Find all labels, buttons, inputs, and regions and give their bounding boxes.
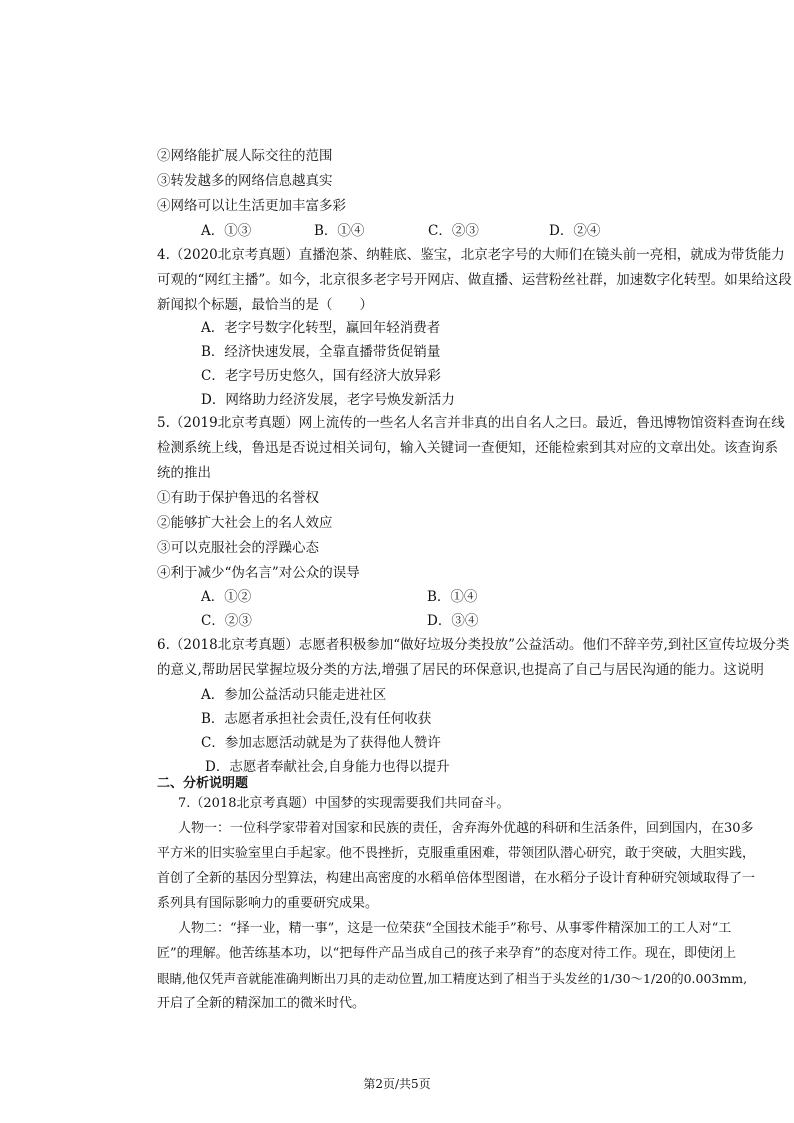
page-number: 第2页/共5页 <box>363 1077 431 1091</box>
q5-stem-line-1: 5.（2019北京考真题）网上流传的一些名人名言并非真的出自名人之曰。最近，鲁迅博物馆资料查询在线 <box>157 415 785 431</box>
q5-stem-line-3: 统的推出 <box>157 465 211 481</box>
q5-option-a: A．①② <box>201 589 252 605</box>
q7-person1-line-1: 人物一：一位科学家带着对国家和民族的责任，舍弃海外优越的科研和生活条件，回到国内，在30多 <box>178 821 754 836</box>
q4-option-c: C．老字号历史悠久，国有经济大放异彩 <box>201 368 441 384</box>
q4-option-b: B．经济快速发展，全靠直播带货促销量 <box>201 344 441 360</box>
q6-stem-line-1: 6.（2018北京考真题）志愿者积极参加“做好垃圾分类投放”公益活动。他们不辞辛劳,到社区宣传垃圾分类 <box>157 637 790 653</box>
q3-item-4: ④网络可以让生活更加丰富多彩 <box>157 198 346 214</box>
q3-option-b: B．①④ <box>314 223 365 239</box>
q5-option-b: B．①④ <box>427 589 478 605</box>
q7-person1-line-3: 首创了全新的基因分型算法，构建出高密度的水稻单倍体型图谱，在水稻分子设计育种研究领域取得了一 <box>157 871 756 886</box>
q5-item-3: ③可以克服社会的浮躁心态 <box>157 540 319 556</box>
q7-stem-line-1: 7.（2018北京考真题）中国梦的实现需要我们共同奋斗。 <box>178 796 510 811</box>
q5-item-2: ②能够扩大社会上的名人效应 <box>157 515 333 531</box>
q5-option-c: C．②③ <box>201 613 252 629</box>
q6-stem-line-2: 的意义,帮助居民掌握垃圾分类的方法,增强了居民的环保意识,也提高了自己与居民沟通的能力。这说明 <box>157 662 764 678</box>
q6-option-b: B．志愿者承担社会责任,没有任何收获 <box>201 711 432 727</box>
q7-person1-line-2: 平方米的旧实验室里白手起家。他不畏挫折，克服重重困难，带领团队潜心研究，敢于突破，大胆实践， <box>157 846 756 861</box>
section-heading: 二、分析说明题 <box>157 776 249 791</box>
q6-option-c: C．参加志愿活动就是为了获得他人赞许 <box>201 735 441 751</box>
q7-person2-line-3: 眼睛,他仅凭声音就能准确判断出刀具的走动位置,加工精度达到了相当于头发丝的1/30～1/20的0.003mm, <box>157 971 748 986</box>
q6-option-d: D．志愿者奉献社会,自身能力也得以提升 <box>205 759 450 775</box>
q3-option-a: A．①③ <box>201 223 252 239</box>
q5-option-d: D．③④ <box>427 613 479 629</box>
q7-person2-line-4: 开启了全新的精深加工的微米时代。 <box>157 996 366 1011</box>
q3-option-c: C．②③ <box>428 223 479 239</box>
q4-stem-line-2: 可观的“网红主播”。如今，北京很多老字号开网店、做直播、运营粉丝社群，加速数字化转型。如果给这段 <box>157 272 792 288</box>
q7-person2-line-2: 匠”的理解。他苦练基本功，以“把每件产品当成自己的孩子来孕育”的态度对待工作。现在，即使闭上 <box>157 946 736 961</box>
q7-person2-line-1: 人物二：“择一业，精一事”，这是一位荣获“全国技术能手”称号、从事零件精深加工的工人对“工 <box>178 921 732 936</box>
q3-item-2: ②网络能扩展人际交往的范围 <box>157 148 333 164</box>
q3-option-d: D．②④ <box>549 223 601 239</box>
q5-item-1: ①有助于保护鲁迅的名誉权 <box>157 490 319 506</box>
q5-item-4: ④利于减少“伪名言”对公众的误导 <box>157 565 360 581</box>
q3-item-3: ③转发越多的网络信息越真实 <box>157 173 333 189</box>
q4-option-d: D．网络助力经济发展，老字号焕发新活力 <box>201 392 455 408</box>
q4-stem-line-1: 4.（2020北京考真题）直播泡茶、纳鞋底、鉴宝，北京老字号的大师们在镜头前一亮相，就成为带货能力 <box>157 247 785 263</box>
q4-stem-line-3: 新闻拟个标题，最恰当的是（ ） <box>157 297 373 313</box>
q7-person1-line-4: 系列具有国际影响力的重要研究成果。 <box>157 896 379 911</box>
q5-stem-line-2: 检测系统上线，鲁迅是否说过相关词句，输入关键词一查便知，还能检索到其对应的文章出处。该查询系 <box>157 440 778 456</box>
q4-option-a: A．老字号数字化转型，赢回年轻消费者 <box>201 320 441 336</box>
q6-option-a: A．参加公益活动只能走进社区 <box>201 687 387 703</box>
